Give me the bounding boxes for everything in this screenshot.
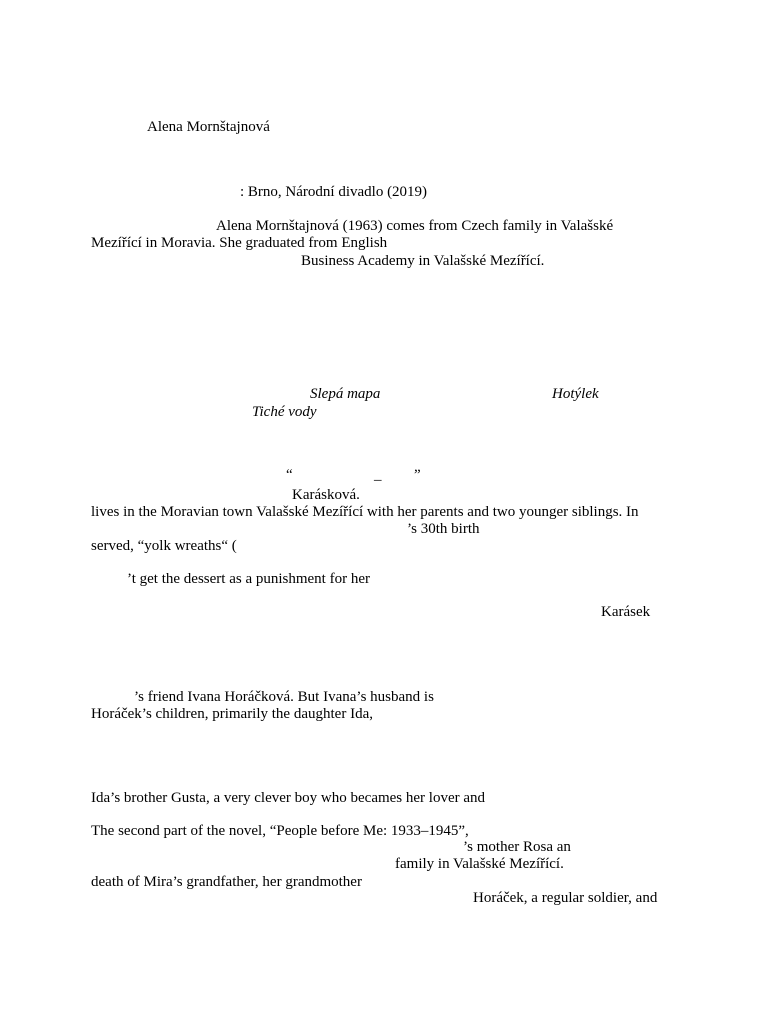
summary-line-horacek: Horáček, a regular soldier, and [473,890,658,906]
summary-line-family: family in Valašské Mezířící. [395,856,564,872]
summary-karasek: Karásek [601,604,651,620]
summary-line-second-part: The second part of the novel, “People before Me: 1933–1945”, [91,823,469,839]
summary-line-served: served, “yolk wreaths“ ( [91,538,237,554]
summary-line-death: death of Mira’s grandfather, her grandmother [91,874,362,890]
quote-open-mark: “ [286,467,293,483]
summary-line-children: Horáček’s children, primarily the daughter Ida, [91,706,373,722]
summary-line-birth: ’s 30th birth [407,521,480,537]
bio-line-2: Mezířící in Moravia. She graduated from English [91,235,388,251]
summary-line-mother: ’s mother Rosa an [463,839,571,855]
bio-line-1: Alena Mornštajnová (1963) comes from Czech family in Valašské [216,218,614,234]
summary-line-friend: ’s friend Ivana Horáčková. But Ivana’s husband is [134,689,434,705]
summary-karaskova: Karásková. [292,487,360,503]
bio-line-3: Business Academy in Valašské Mezířící. [301,253,545,269]
work-title-slepa-mapa: Slepá mapa [310,386,381,402]
quote-dash: _ [374,467,382,483]
summary-line-dessert: ’t get the dessert as a punishment for her [127,571,370,587]
production-info: : Brno, Národní divadlo (2019) [240,184,428,200]
work-title-hotylek: Hotýlek [552,386,599,402]
quote-close-mark: ” [414,467,421,483]
summary-line-gusta: Ida’s brother Gusta, a very clever boy who becames her lover and [91,790,486,806]
work-title-tiche-vody: Tiché vody [252,404,317,420]
summary-line-lives: lives in the Moravian town Valašské Mezířící with her parents and two younger siblings. In [91,504,639,520]
author-name: Alena Mornštajnová [147,119,270,135]
